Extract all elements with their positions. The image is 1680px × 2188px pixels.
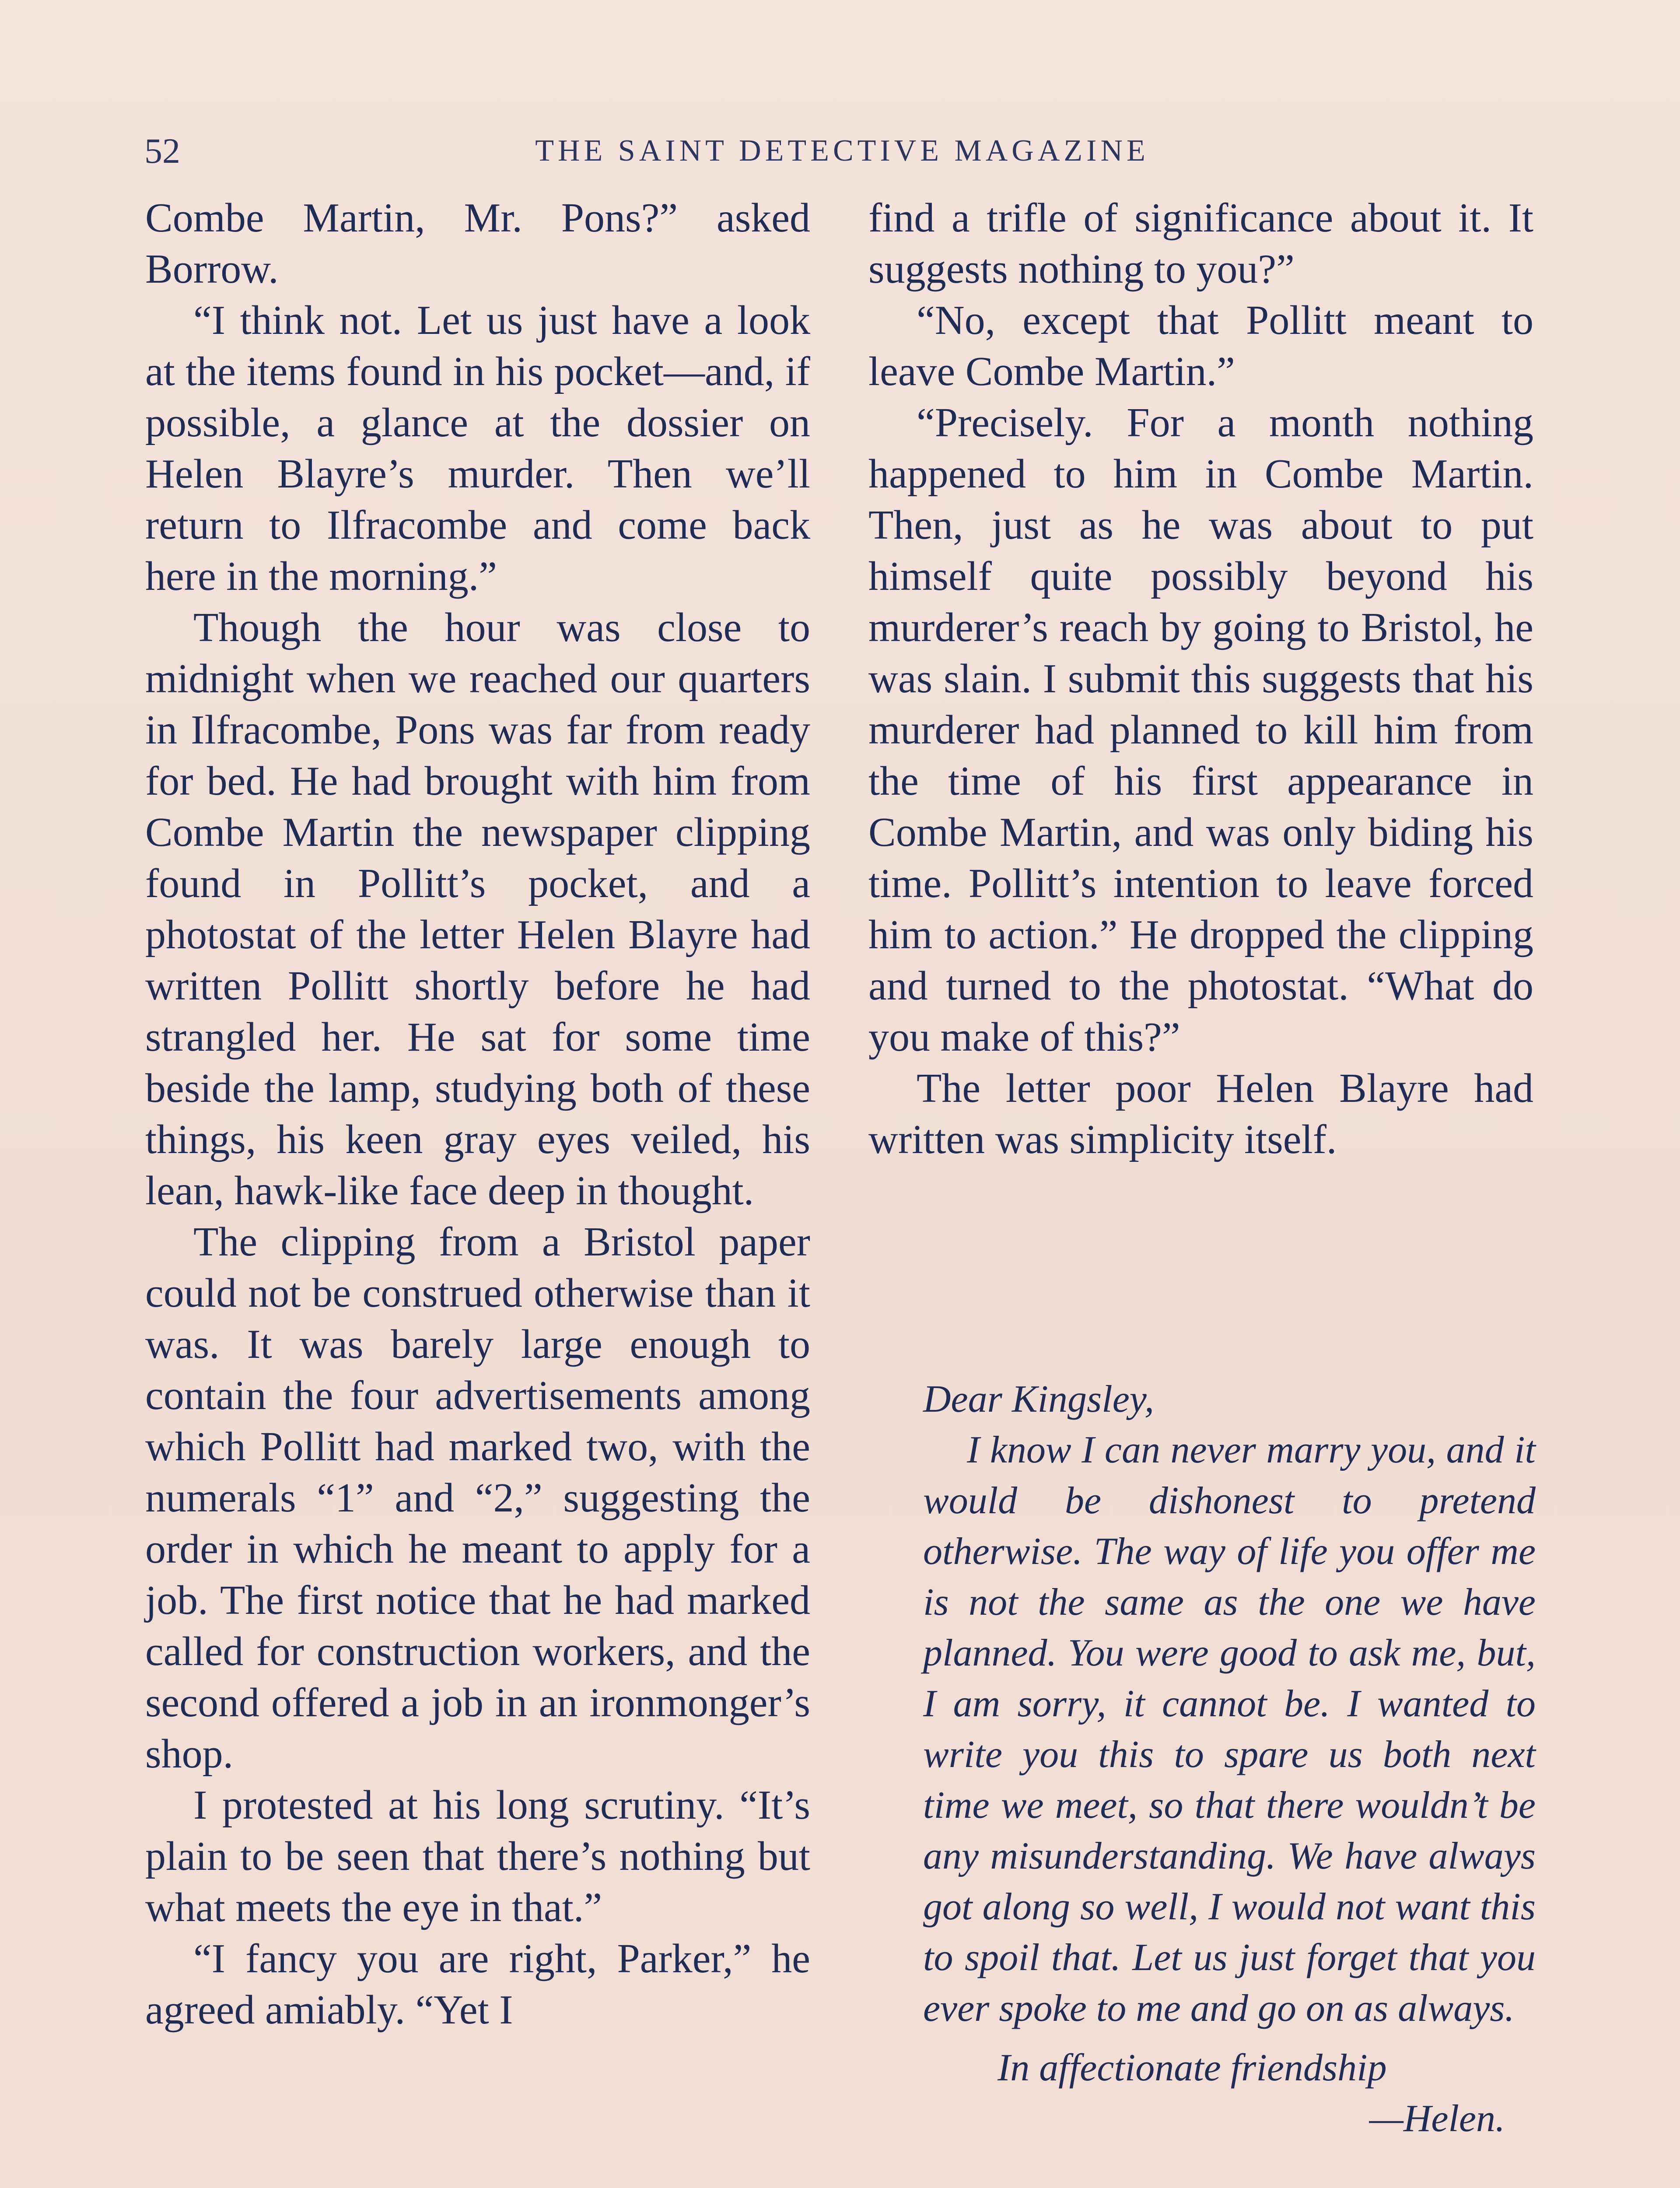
paragraph: Combe Martin, Mr. Pons?” asked Borrow. — [145, 195, 810, 292]
right-column — [868, 193, 1533, 1165]
letter-closing: In affectionate friendship — [998, 2047, 1387, 2089]
paragraph: “No, except that Pollitt meant to leave Combe Martin.” — [868, 298, 1533, 394]
page-number: 52 — [144, 131, 180, 171]
letter-signature: —Helen. — [1369, 2097, 1505, 2140]
paragraph: “I think not. Let us just have a look at the items found in his pocket—and, if possible, a glance at the dossier on Helen Blayre’s murder. Then we’ll return to Ilfracombe and come back here in the morning.” — [145, 298, 810, 599]
paragraph: “Precisely. For a month nothing happened to him in Combe Martin. Then, just as he was about to put himself quite possibly beyond his murderer’s reach by going to Bristol, he was slain. I submit this suggests that his murderer had planned to kill him from the time of his first appearance in Combe Martin, and was only biding his time. Pollitt’s intention to leave forced him to action.” He dropped the clipping and turned to the photostat. “What do you make of this?” — [868, 400, 1533, 1060]
letter-body: I know I can never marry you, and it would be dishonest to pretend otherwise. The way of life you offer me is not the same as the one we have planned. You were good to ask me, but, I am sorry, it cannot be. I wanted to write you this to spare us both next time we meet, so that there wouldn’t be any misunderstanding. We have always got along so well, I would not want this to spoil that. Let us just forget that you ever spoke to me and go on as always. — [923, 1429, 1536, 2030]
paragraph: Though the hour was close to midnight when we reached our quarters in Ilfracombe, Pons was far from ready for bed. He had brought with him from Combe Martin the newspaper clipping found in Pollitt’s pocket, and a photostat of the letter Helen Blayre had written Pollitt shortly before he had strangled her. He sat for some time beside the lamp, studying both of these things, his keen gray eyes veiled, his lean, hawk-like face deep in thought. — [145, 605, 810, 1213]
left-column — [145, 193, 810, 2036]
paragraph: The clipping from a Bristol paper could not be construed otherwise than it was. It was barely large enough to contain the four advertisements among which Pollitt had marked two, with the numerals “1” and “2,” suggesting the order in which he meant to apply for a job. The first notice that he had marked called for construction workers, and the second offered a job in an ironmonger’s shop. — [145, 1219, 810, 1777]
paragraph: “I fancy you are right, Parker,” he agreed amiably. “Yet I — [145, 1936, 810, 2033]
letter-salutation: Dear Kingsley, — [923, 1378, 1154, 1420]
magazine-title: THE SAINT DETECTIVE MAGAZINE — [535, 134, 1149, 168]
paragraph: I protested at his long scrutiny. “It’s plain to be seen that there’s nothing but what meets the eye in that.” — [145, 1782, 810, 1930]
paragraph: find a trifle of significance about it. It suggests nothing to you?” — [868, 195, 1533, 292]
running-head — [144, 125, 1540, 177]
quoted-letter — [923, 1374, 1536, 2144]
paragraph: The letter poor Helen Blayre had written was simplicity itself. — [868, 1066, 1533, 1162]
